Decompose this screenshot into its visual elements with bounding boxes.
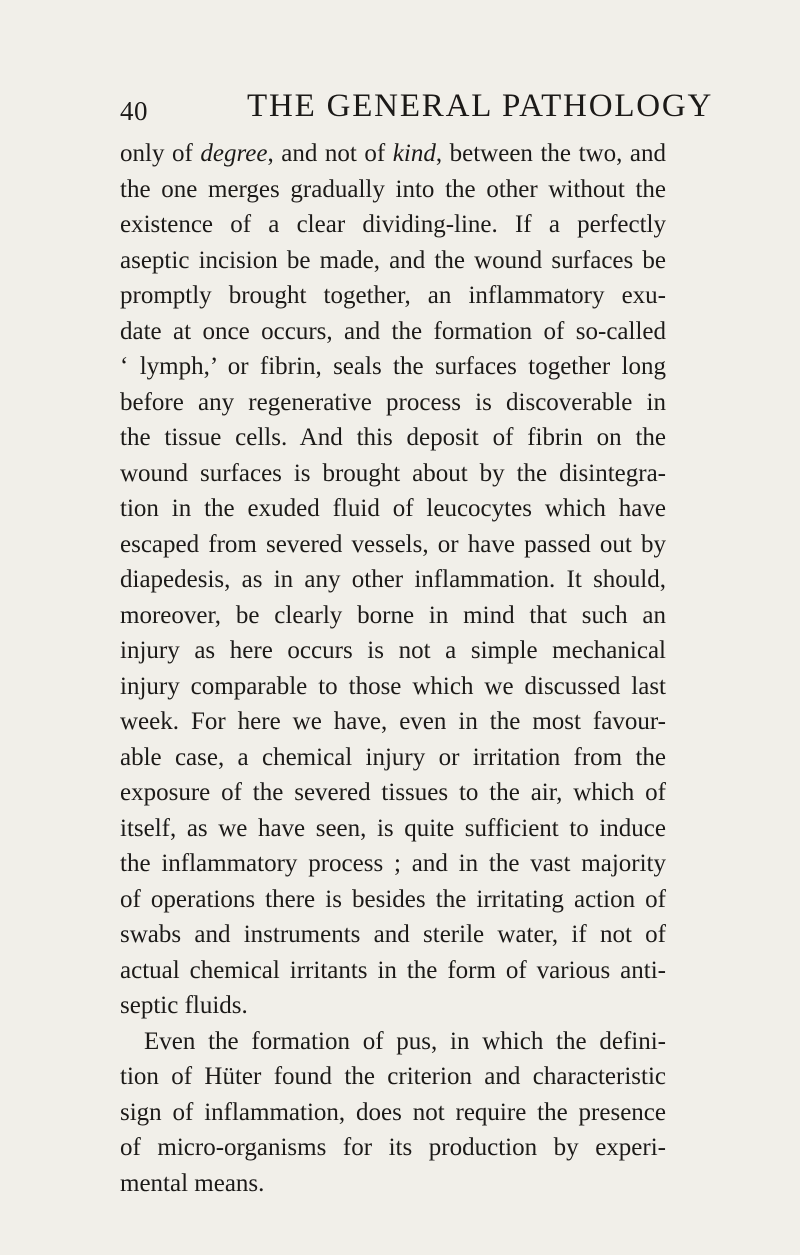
text-line: [120, 349, 666, 385]
paragraph: [120, 136, 666, 1024]
italic-term: degree: [200, 140, 268, 167]
text-segment: Even the formation of pus, in which the defini-: [144, 1027, 666, 1055]
text-line: [120, 207, 666, 243]
text-segment: mental means.: [120, 1169, 265, 1197]
text-line: [120, 562, 666, 598]
text-line: [120, 775, 666, 811]
text-segment: , and not of: [267, 140, 393, 167]
text-line: [120, 633, 666, 669]
text-line: [120, 136, 666, 172]
text-segment: the tissue cells. And this deposit of fibrin on the: [120, 424, 666, 451]
text-segment: date at once occurs, and the formation of so-called: [120, 317, 666, 345]
text-segment: septic fluids.: [120, 992, 248, 1019]
text-segment: moreover, be clearly borne in mind that such an: [120, 601, 666, 629]
text-line: [120, 1095, 666, 1131]
text-line: [120, 1166, 666, 1202]
text-segment: escaped from severed vessels, or have passed out by: [120, 530, 666, 558]
text-segment: only of: [120, 140, 201, 167]
text-segment: actual chemical irritants in the form of various anti-: [120, 956, 666, 984]
text-line: [120, 740, 666, 776]
text-line: [120, 172, 666, 208]
text-line: [120, 420, 666, 456]
text-line: [120, 491, 666, 527]
text-segment: existence of a clear dividing-line. If a perfectly: [120, 211, 666, 238]
text-segment: diapedesis, as in any other inflammation. It should,: [120, 566, 666, 593]
text-segment: of micro-organisms for its production by experi-: [120, 1134, 666, 1161]
text-line: [120, 598, 666, 634]
running-title: THE GENERAL PATHOLOGY: [247, 88, 714, 124]
text-segment: injury comparable to those which we discussed last: [120, 672, 666, 700]
text-segment: week. For here we have, even in the most favour-: [120, 708, 666, 735]
text-line: [120, 811, 666, 847]
running-head: [120, 88, 714, 136]
text-line: [120, 527, 666, 563]
text-line: [120, 1059, 666, 1095]
text-segment: exposure of the severed tissues to the air, which of: [120, 779, 666, 806]
text-segment: the inflammatory process ; and in the vast majority: [120, 850, 666, 877]
text-line: [120, 243, 666, 279]
body-text: [120, 136, 666, 1201]
text-segment: sign of inflammation, does not require the presence: [120, 1098, 666, 1126]
text-segment: , between the two, and: [435, 140, 666, 167]
text-line: [120, 385, 666, 421]
text-segment: of operations there is besides the irritating action of: [120, 885, 666, 913]
text-line: [120, 988, 666, 1024]
text-segment: the one merges gradually into the other without the: [120, 175, 666, 203]
text-line: [120, 1130, 666, 1166]
text-line: [120, 917, 666, 953]
text-segment: ‘ lymph,’ or fibrin, seals the surfaces together long: [120, 353, 666, 380]
text-line: [120, 1024, 666, 1060]
text-line: [120, 314, 666, 350]
text-segment: injury as here occurs is not a simple mechanical: [120, 637, 666, 664]
text-segment: promptly brought together, an inflammatory exu-: [120, 282, 666, 309]
text-segment: itself, as we have seen, is quite sufficient to induce: [120, 814, 666, 842]
text-segment: able case, a chemical injury or irritation from the: [120, 743, 666, 771]
text-line: [120, 846, 666, 882]
italic-term: kind: [392, 140, 436, 167]
text-segment: aseptic incision be made, and the wound surfaces be: [120, 246, 666, 274]
text-line: [120, 704, 666, 740]
paragraph: [120, 1024, 666, 1202]
text-segment: tion in the exuded fluid of leucocytes which have: [120, 495, 666, 522]
text-line: [120, 669, 666, 705]
page-number: 40: [120, 96, 148, 126]
text-line: [120, 456, 666, 492]
text-line: [120, 882, 666, 918]
text-segment: before any regenerative process is discoverable in: [120, 388, 666, 416]
text-line: [120, 278, 666, 314]
text-segment: tion of Hüter found the criterion and characteristic: [120, 1063, 666, 1090]
text-segment: wound surfaces is brought about by the disintegra-: [120, 459, 666, 487]
text-segment: swabs and instruments and sterile water, if not of: [120, 921, 666, 948]
text-line: [120, 953, 666, 989]
